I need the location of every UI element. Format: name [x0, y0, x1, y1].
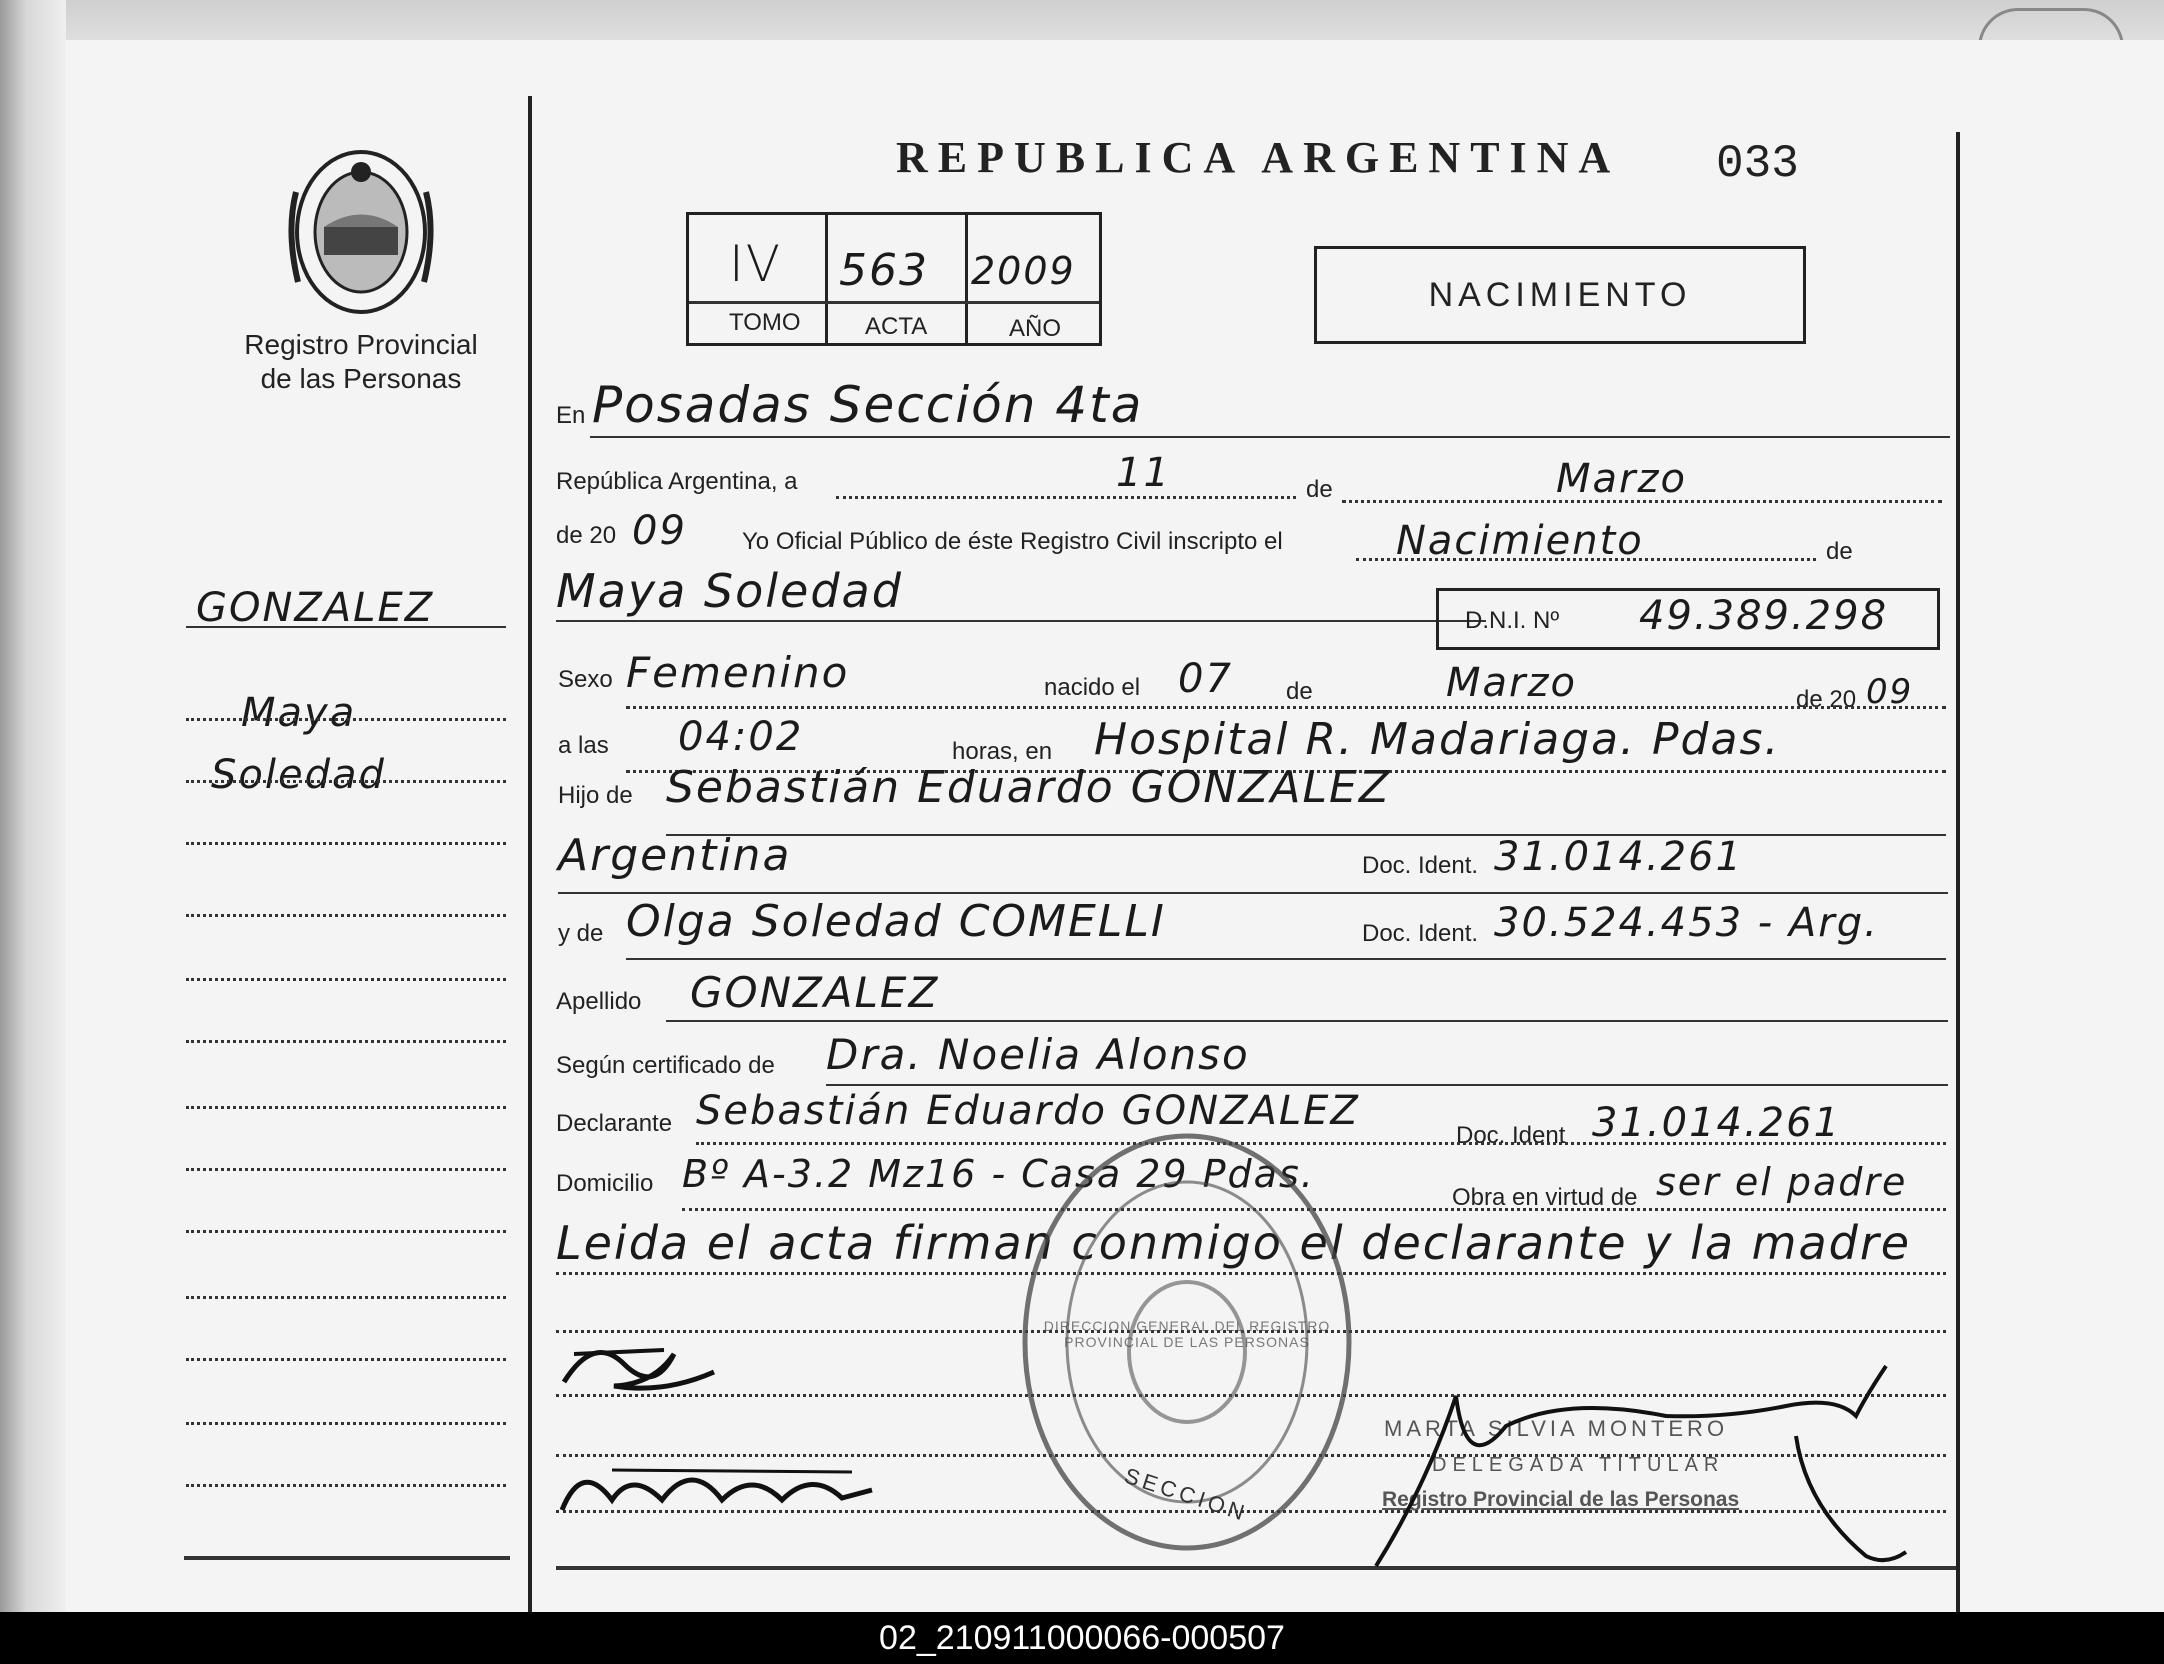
registry-line-2: de las Personas [260, 363, 462, 394]
certificate-page [66, 40, 2164, 1612]
day-value: 11 [1116, 450, 1171, 496]
mother-value: Olga Soledad COMELLI [626, 896, 1166, 947]
file-id-footer: 02_210911000066-000507 [0, 1612, 2164, 1664]
margin-dotted-line [186, 1040, 506, 1043]
record-ref-table [686, 212, 1102, 346]
dni-box [1436, 588, 1940, 650]
margin-dotted-line [186, 978, 506, 981]
domicilio-value: Bº A-3.2 Mz16 - Casa 29 Pdas. [682, 1152, 1315, 1196]
line-segun [826, 1084, 1948, 1086]
de-label: de [1306, 476, 1333, 503]
oficial-text: Yo Oficial Público de éste Registro Civil inscripto el [742, 528, 1283, 555]
month-value: Marzo [1556, 456, 1687, 502]
line-inscripto [1356, 558, 1816, 561]
margin-dotted-line [186, 1230, 506, 1233]
line-day [836, 496, 1296, 499]
horas-label: horas, en [952, 738, 1053, 765]
en-value: Posadas Sección 4ta [592, 376, 1144, 434]
coat-of-arms-seal [276, 132, 446, 342]
margin-line [186, 626, 506, 628]
place-value: Hospital R. Madariaga. Pdas. [1094, 714, 1781, 765]
mother-signature [552, 1450, 882, 1535]
birth-year-prefix: de 20 [1796, 686, 1857, 713]
registrar-org: Registro Provincial de las Personas [1382, 1488, 1740, 1511]
apellido-value: GONZALEZ [690, 968, 940, 1017]
margin-dotted-line [186, 718, 506, 721]
declarante-doc: 31.014.261 [1592, 1100, 1842, 1146]
margin-dotted-line [186, 1484, 506, 1487]
line-apellido [666, 1020, 1948, 1022]
record-type: NACIMIENTO [1428, 275, 1692, 314]
republica-label: República Argentina, a [556, 468, 798, 495]
father-nationality: Argentina [558, 830, 792, 881]
stamp-ring-text: DIRECCION GENERAL DEL REGISTRO PROVINCIAL DE LAS PERSONAS [1043, 1318, 1331, 1350]
acta-value: 563 [839, 245, 929, 296]
de-label-3: de [1286, 678, 1313, 705]
doc-label-2: Doc. Ident. [1362, 920, 1479, 947]
year-value: 09 [632, 508, 687, 554]
obra-value: ser el padre [1656, 1160, 1908, 1204]
birth-month: Marzo [1446, 660, 1577, 706]
tomo-value: IV [729, 235, 782, 293]
domicilio-label: Domicilio [556, 1170, 654, 1197]
declarante-label: Declarante [556, 1110, 673, 1137]
tomo-label: TOMO [729, 309, 801, 336]
registry-line-1: Registro Provincial [244, 329, 478, 360]
margin-surname: GONZALEZ [196, 585, 435, 631]
margin-dotted-line [186, 780, 506, 783]
line-nationality [558, 892, 1948, 894]
margin-dotted-line [186, 842, 506, 845]
line-en [590, 436, 1950, 438]
margin-name-1: Maya [241, 690, 357, 736]
registrar-title: DELEGADA TITULAR [1432, 1454, 1725, 1476]
father-value: Sebastián Eduardo GONZALEZ [666, 762, 1391, 813]
segun-label: Según certificado de [556, 1052, 775, 1079]
margin-dotted-line [186, 914, 506, 917]
margin-dotted-line [186, 1168, 506, 1171]
margin-dotted-line [186, 1296, 506, 1299]
margin-bottom-line [184, 1556, 510, 1560]
hijo-label: Hijo de [558, 782, 633, 809]
birth-day: 07 [1178, 656, 1233, 702]
alas-label: a las [558, 732, 609, 759]
registrar-name: MARTA SILVIA MONTERO [1384, 1416, 1729, 1441]
dni-label: D.N.I. Nº [1465, 607, 1560, 634]
dni-value: 49.389.298 [1639, 593, 1889, 639]
margin-dotted-line [186, 1358, 506, 1361]
anio-label: AÑO [1009, 315, 1062, 342]
registry-name [216, 328, 506, 396]
record-type-box [1314, 246, 1806, 344]
birth-year: 09 [1866, 672, 1914, 712]
line-sexo [626, 706, 1946, 709]
obra-label: Obra en virtud de [1452, 1184, 1638, 1211]
apellido-label: Apellido [556, 988, 642, 1015]
time-value: 04:02 [678, 714, 804, 760]
line-name [556, 620, 1486, 622]
line-mother [626, 958, 1946, 960]
page-fold-shadow [0, 0, 66, 1612]
margin-dotted-line [186, 1422, 506, 1425]
segun-value: Dra. Noelia Alonso [826, 1030, 1250, 1079]
left-frame-rule [528, 96, 532, 1612]
right-frame-rule [1956, 132, 1960, 1612]
country-title: REPUBLICA ARGENTINA [896, 133, 1621, 182]
doc-label-3: Doc. Ident [1456, 1122, 1566, 1149]
acta-label: ACTA [865, 313, 928, 340]
inscripto-value: Nacimiento [1396, 518, 1644, 564]
registrar-signature [1366, 1356, 1926, 1591]
de-label-2: de [1826, 538, 1853, 565]
name-value: Maya Soledad [556, 564, 903, 618]
page-number: 033 [1716, 138, 1799, 190]
doc-label: Doc. Ident. [1362, 852, 1479, 879]
year-prefix: de 20 [556, 522, 617, 549]
line-month [1342, 500, 1942, 503]
declarante-value: Sebastián Eduardo GONZALEZ [696, 1088, 1360, 1134]
father-doc: 31.014.261 [1494, 834, 1744, 880]
margin-dotted-line [186, 1106, 506, 1109]
stamp-sub-text: SECCION [1121, 1462, 1252, 1527]
sexo-label: Sexo [558, 666, 613, 693]
anio-value: 2009 [971, 249, 1076, 293]
official-stamp [1012, 1122, 1362, 1562]
nacido-label: nacido el [1044, 674, 1141, 701]
leida-value: Leida el acta firman conmigo el declarante y la madre [556, 1216, 1912, 1270]
declarante-signature [554, 1324, 724, 1405]
margin-name-2: Soledad [211, 752, 386, 798]
line-father [666, 834, 1946, 836]
mother-doc: 30.524.453 - Arg. [1494, 900, 1879, 946]
yde-label: y de [558, 920, 604, 947]
en-label: En [556, 402, 586, 429]
sexo-value: Femenino [626, 648, 850, 697]
